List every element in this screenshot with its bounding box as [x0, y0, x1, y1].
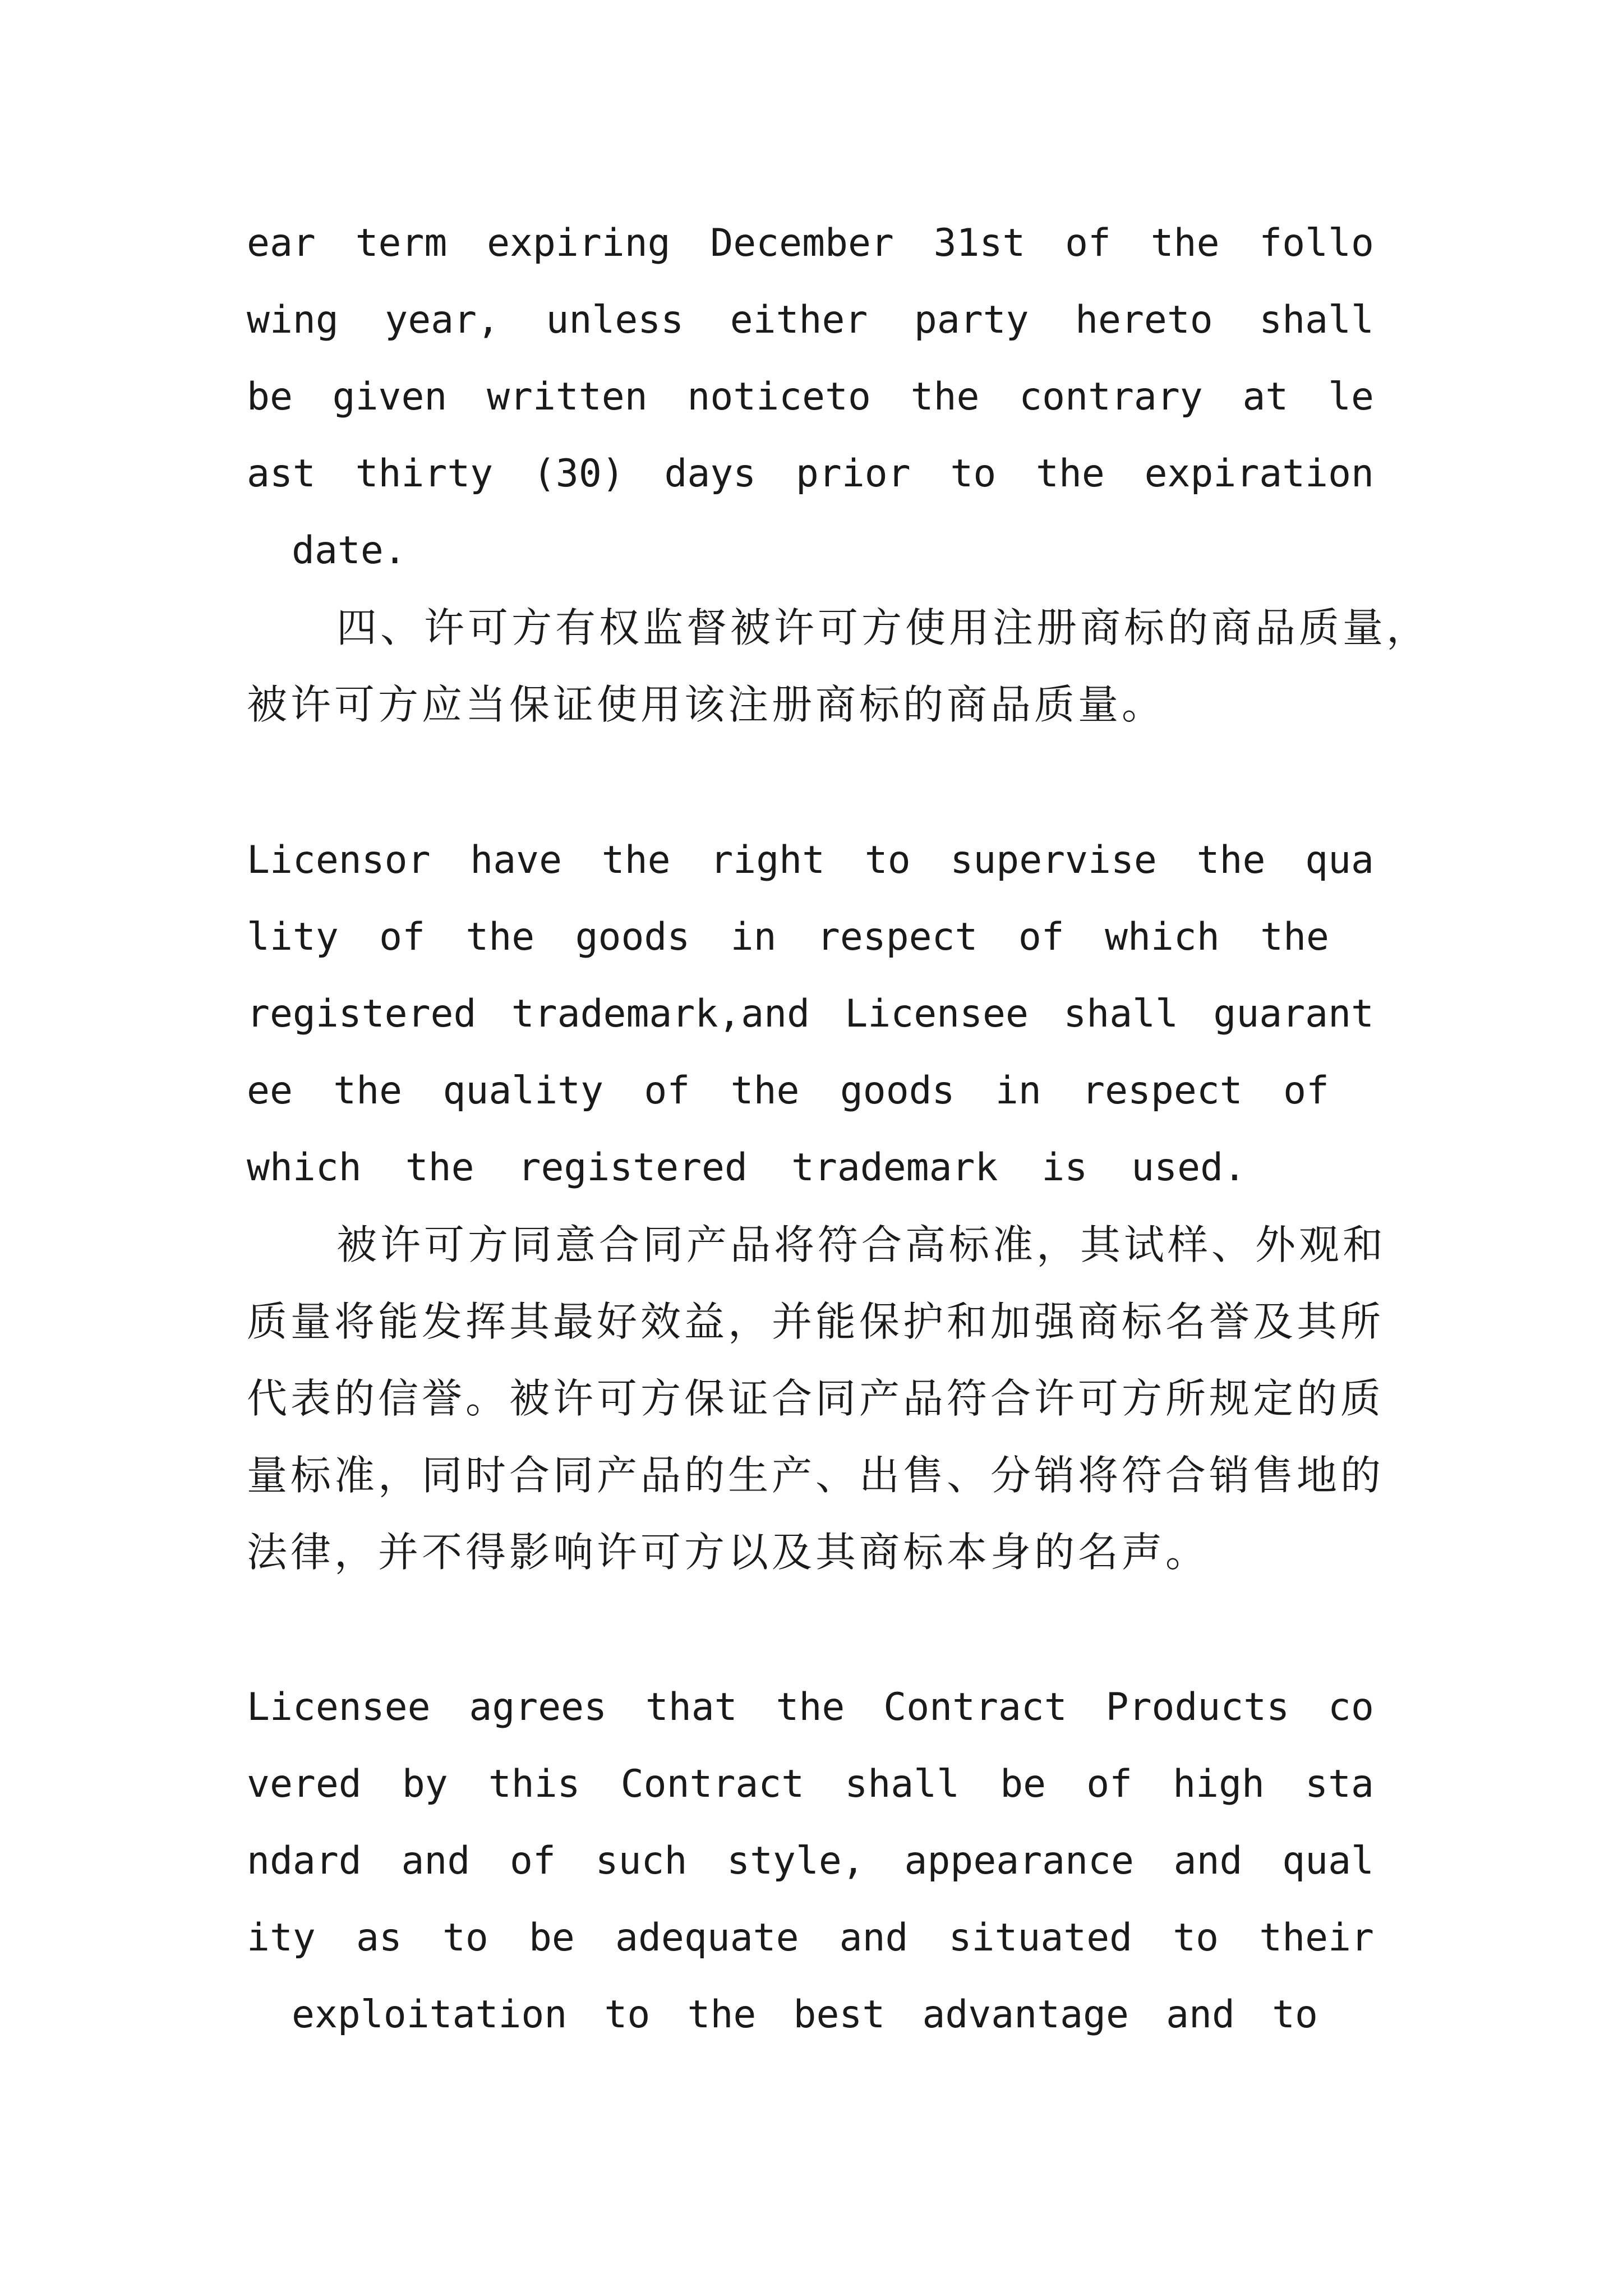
- p5-line-1: [247, 1685, 1374, 1729]
- word: respect: [1082, 1069, 1243, 1113]
- word: (30): [532, 452, 625, 496]
- p1-line-4: [247, 452, 1374, 496]
- word: respect: [817, 915, 978, 959]
- p5-line-2: [247, 1762, 1374, 1806]
- word: the: [465, 915, 535, 959]
- word: as: [356, 1916, 402, 1960]
- word: registered: [247, 992, 477, 1036]
- word: ity: [247, 1916, 316, 1960]
- word: qua: [1305, 838, 1374, 882]
- word: thirty: [355, 452, 494, 496]
- word: the: [776, 1685, 845, 1729]
- word: goods: [575, 915, 690, 959]
- word: be: [247, 375, 293, 419]
- word: the: [405, 1145, 474, 1190]
- word: to: [442, 1916, 488, 1960]
- word: exploitation: [292, 1993, 568, 2037]
- word: Licensee: [247, 1685, 431, 1729]
- word: be: [528, 1916, 575, 1960]
- word: Products: [1105, 1685, 1290, 1729]
- word: sta: [1305, 1762, 1374, 1806]
- word: the: [910, 375, 980, 419]
- word: to: [864, 838, 911, 882]
- word: have: [470, 838, 562, 882]
- word: follo: [1259, 221, 1374, 265]
- word: of: [644, 1069, 690, 1113]
- word: the: [1036, 452, 1105, 496]
- p4-line-4: 量标准，同时合同产品的生产、出售、分销将符合销售地的: [247, 1452, 1385, 1499]
- word: of: [1065, 221, 1111, 265]
- word: 31st: [933, 221, 1026, 265]
- word: prior: [795, 452, 911, 496]
- p3-line-1: [247, 838, 1374, 882]
- word: situated: [948, 1916, 1133, 1960]
- word: by: [402, 1762, 448, 1806]
- p2-line-1: 四、许可方有权监督被许可方使用注册商标的商品质量，: [336, 604, 1431, 651]
- word: unless: [546, 298, 684, 342]
- word: Licensor: [247, 838, 431, 882]
- word: the: [687, 1993, 757, 2037]
- word: term: [355, 221, 448, 265]
- word: days: [664, 452, 757, 496]
- word: of: [1283, 1069, 1329, 1113]
- word: guarant: [1213, 992, 1374, 1036]
- p5-line-3: [247, 1839, 1374, 1883]
- word: agrees: [469, 1685, 607, 1729]
- p1-line-3: [247, 375, 1374, 419]
- word: party: [914, 298, 1029, 342]
- p3-line-3: [247, 992, 1374, 1036]
- word: December: [710, 221, 894, 265]
- word: supervise: [950, 838, 1157, 882]
- word: which: [1105, 915, 1220, 959]
- word: and: [839, 1916, 909, 1960]
- word: registered: [518, 1145, 748, 1190]
- word: year,: [385, 298, 500, 342]
- word: either: [730, 298, 868, 342]
- word: be: [1000, 1762, 1046, 1806]
- word: their: [1259, 1916, 1374, 1960]
- word: co: [1328, 1685, 1374, 1729]
- word: such: [595, 1839, 688, 1883]
- word: the: [601, 838, 671, 882]
- word: is: [1041, 1145, 1088, 1190]
- word: adequate: [615, 1916, 799, 1960]
- word: this: [488, 1762, 580, 1806]
- word: given: [332, 375, 448, 419]
- word: right: [710, 838, 826, 882]
- word: to: [950, 452, 997, 496]
- word: the: [730, 1069, 800, 1113]
- word: and: [401, 1839, 471, 1883]
- word: of: [510, 1839, 556, 1883]
- word: and: [1166, 1993, 1235, 2037]
- p2-line-2: 被许可方应当保证使用该注册商标的商品质量。: [247, 681, 1166, 728]
- word: and: [1173, 1839, 1243, 1883]
- word: used.: [1131, 1145, 1246, 1190]
- p3-line-5: [247, 1145, 1374, 1190]
- word: lity: [247, 915, 339, 959]
- word: Contract: [883, 1685, 1067, 1729]
- word: of: [1018, 915, 1064, 959]
- word: shall: [1259, 298, 1374, 342]
- word: shall: [845, 1762, 960, 1806]
- word: the: [1196, 838, 1266, 882]
- word: written: [487, 375, 648, 419]
- word: shall: [1063, 992, 1179, 1036]
- word: expiration: [1144, 452, 1374, 496]
- word: le: [1328, 375, 1374, 419]
- word: contrary: [1019, 375, 1203, 419]
- word: vered: [247, 1762, 362, 1806]
- word: Contract: [620, 1762, 805, 1806]
- word: trademark,and: [511, 992, 810, 1036]
- word: wing: [247, 298, 339, 342]
- p4-line-1: 被许可方同意合同产品将符合高标准，其试样、外观和: [336, 1221, 1387, 1268]
- word: Licensee: [845, 992, 1029, 1036]
- word: advantage: [922, 1993, 1129, 2037]
- word: to: [1173, 1916, 1219, 1960]
- word: that: [645, 1685, 737, 1729]
- word: at: [1242, 375, 1289, 419]
- word: quality: [442, 1069, 604, 1113]
- word: of: [1086, 1762, 1133, 1806]
- word: hereto: [1075, 298, 1213, 342]
- word: to: [604, 1993, 651, 2037]
- word: noticeto: [687, 375, 871, 419]
- word: in: [730, 915, 777, 959]
- p3-line-4: [247, 1069, 1329, 1113]
- p1-line-5: date.: [292, 528, 407, 573]
- word: the: [1150, 221, 1220, 265]
- word: ear: [247, 221, 316, 265]
- word: which: [247, 1145, 362, 1190]
- p5-line-4: [247, 1916, 1374, 1960]
- p4-line-5: 法律，并不得影响许可方以及其商标本身的名声。: [247, 1529, 1210, 1576]
- word: expiring: [487, 221, 671, 265]
- p3-line-2: [247, 915, 1329, 959]
- word: style,: [727, 1839, 865, 1883]
- word: appearance: [904, 1839, 1134, 1883]
- word: qual: [1282, 1839, 1374, 1883]
- word: goods: [840, 1069, 955, 1113]
- word: the: [1260, 915, 1329, 959]
- p4-line-3: 代表的信誉。被许可方保证合同产品符合许可方所规定的质: [247, 1375, 1385, 1422]
- word: of: [379, 915, 426, 959]
- p5-line-5: [292, 1993, 1318, 2037]
- p1-line-2: [247, 298, 1374, 342]
- word: to: [1272, 1993, 1318, 2037]
- word: ee: [247, 1069, 293, 1113]
- p4-line-2: 质量将能发挥其最好效益，并能保护和加强商标名誉及其所: [247, 1298, 1385, 1345]
- word: ast: [247, 452, 316, 496]
- word: best: [793, 1993, 886, 2037]
- word: trademark: [791, 1145, 998, 1190]
- word: high: [1173, 1762, 1265, 1806]
- p1-line-1: [247, 221, 1374, 265]
- word: in: [995, 1069, 1041, 1113]
- word: the: [333, 1069, 403, 1113]
- word: ndard: [247, 1839, 362, 1883]
